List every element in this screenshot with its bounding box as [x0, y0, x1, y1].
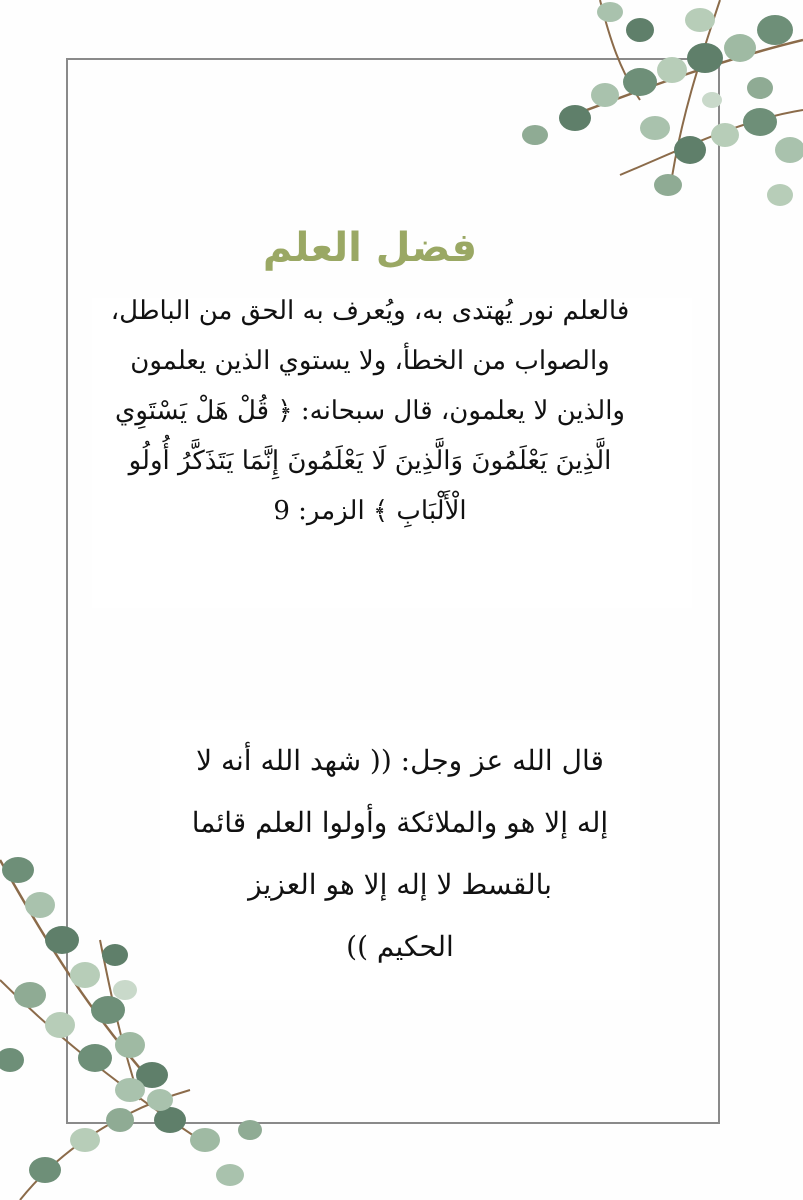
paragraph-line: والصواب من الخطأ، ولا يستوي الذين يعلمون [130, 346, 610, 376]
page-title: فضل العلم [262, 225, 478, 271]
paragraph-line: والذين لا يعلمون، قال سبحانه: ﴿ قُلْ هَلْ يَسْتَوِي [115, 396, 625, 426]
quran-quote [150, 730, 650, 978]
paragraph-line: الْأَلْبَابِ ﴾ الزمر: 9 [273, 496, 467, 526]
quote-line: الحكيم )) [346, 930, 454, 963]
paragraph-line: الَّذِينَ يَعْلَمُونَ وَالَّذِينَ لَا يَعْلَمُونَ إِنَّمَا يَتَذَكَّرُ أُولُو [128, 446, 612, 476]
intro-paragraph [90, 286, 650, 536]
main-content [90, 222, 650, 536]
quote-line: بالقسط لا إله إلا هو العزيز [248, 868, 552, 901]
quote-line: إله إلا هو والملائكة وأولوا العلم قائما [191, 806, 609, 839]
paragraph-line: فالعلم نور يُهتدى به، ويُعرف به الحق من الباطل، [110, 296, 630, 326]
quote-line: قال الله عز وجل: (( شهد الله أنه لا [196, 744, 604, 777]
